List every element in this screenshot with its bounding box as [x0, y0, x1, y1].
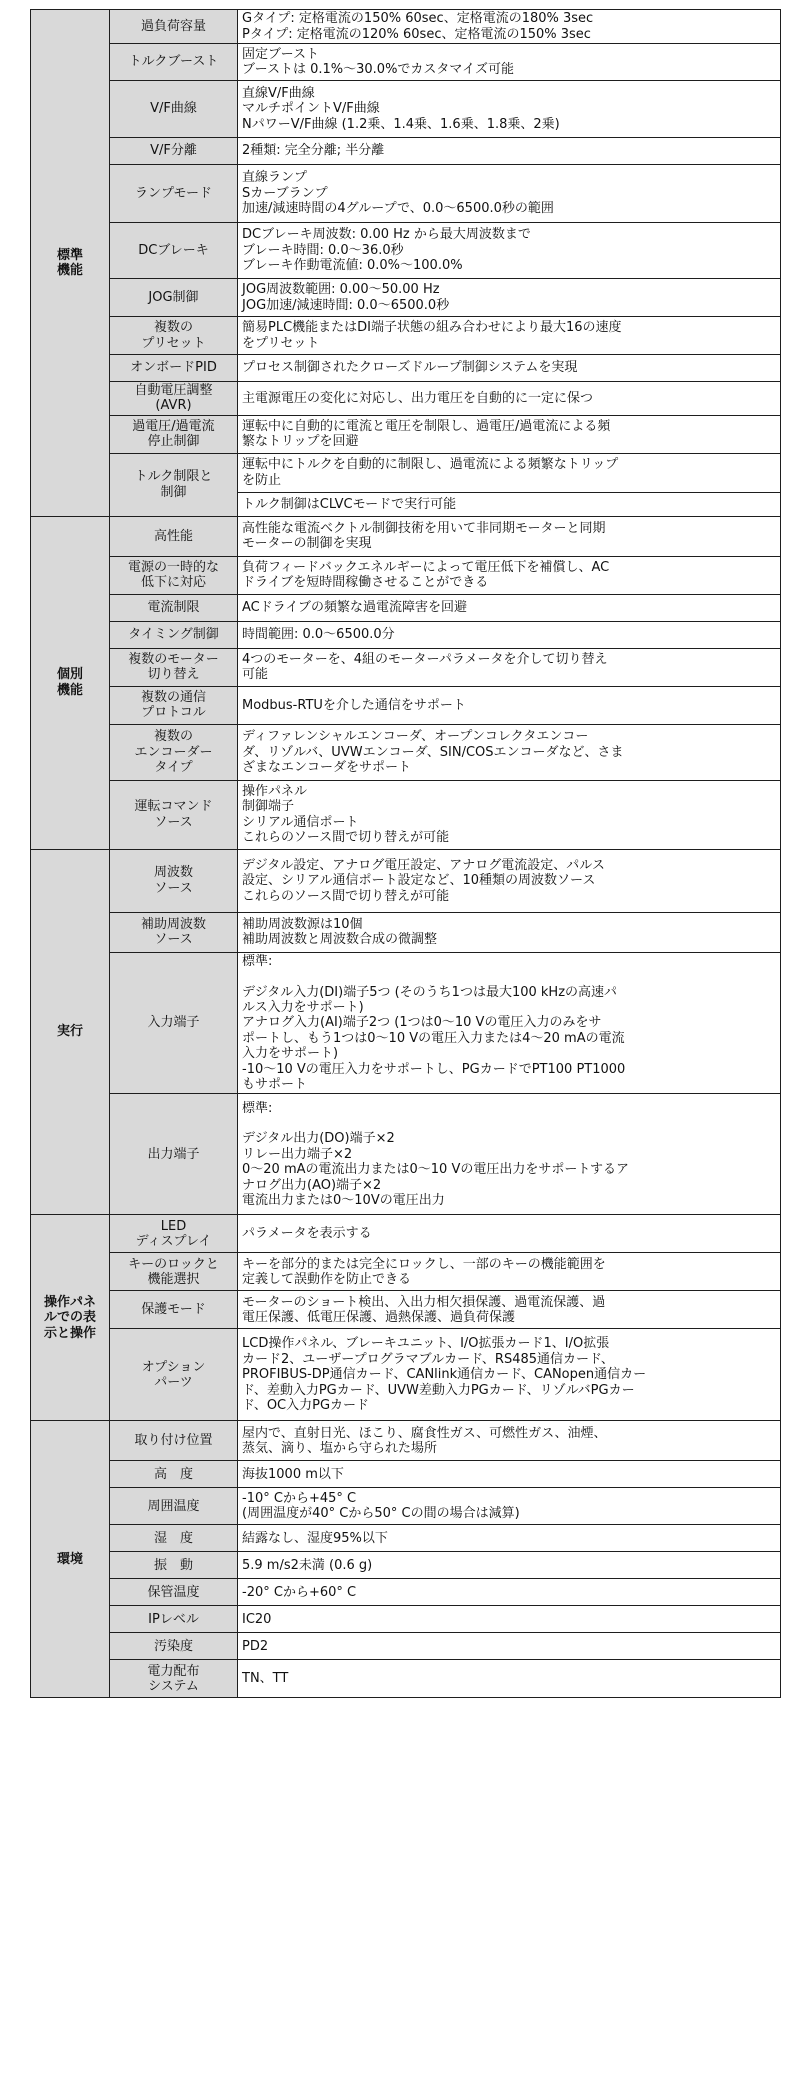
description-cell: プロセス制御されたクローズドループ制御システムを実現	[238, 355, 781, 382]
item-cell: 複数のモーター 切り替え	[110, 648, 238, 686]
description-cell: 4つのモーターを、4組のモーターパラメータを介して切り替え 可能	[238, 648, 781, 686]
item-cell: JOG制御	[110, 279, 238, 317]
item-cell: V/F分離	[110, 138, 238, 165]
item-cell: タイミング制御	[110, 621, 238, 648]
spec-row	[31, 1525, 781, 1552]
description-cell: 運転中に自動的に電流と電圧を制限し、過電圧/過電流による頻 繁なトリップを回避	[238, 415, 781, 453]
item-cell: 振 動	[110, 1552, 238, 1579]
description-cell: Modbus-RTUを介した通信をサポート	[238, 686, 781, 724]
spec-row	[31, 556, 781, 594]
spec-row	[31, 415, 781, 453]
spec-row	[31, 621, 781, 648]
item-cell: オンボードPID	[110, 355, 238, 382]
description-cell: 運転中にトルクを自動的に制限し、過電流による頻繁なトリップ を防止	[238, 453, 781, 492]
spec-row	[31, 594, 781, 621]
category-cell: 実行	[31, 849, 110, 1215]
description-cell: JOG周波数範囲: 0.00～50.00 Hz JOG加速/減速時間: 0.0～6500.0秒	[238, 279, 781, 317]
spec-row	[31, 165, 781, 223]
item-cell: 湿 度	[110, 1525, 238, 1552]
spec-row	[31, 1606, 781, 1633]
spec-row	[31, 952, 781, 1094]
spec-row	[31, 1329, 781, 1421]
spec-row	[31, 223, 781, 279]
item-cell: キーのロックと 機能選択	[110, 1253, 238, 1291]
description-cell: モーターのショート検出、入出力相欠損保護、過電流保護、過 電圧保護、低電圧保護、過熱保護、過負荷保護	[238, 1291, 781, 1329]
description-cell: ディファレンシャルエンコーダ、オープンコレクタエンコー ダ、リゾルバ、UVWエンコーダ、SIN/COSエンコーダなど、さま ざまなエンコーダをサポート	[238, 724, 781, 780]
description-cell: 主電源電圧の変化に対応し、出力電圧を自動的に一定に保つ	[238, 382, 781, 416]
item-cell: 自動電圧調整 (AVR)	[110, 382, 238, 416]
spec-row	[31, 912, 781, 952]
category-cell: 環境	[31, 1421, 110, 1698]
item-cell: 過電圧/過電流 停止制御	[110, 415, 238, 453]
item-cell: 汚染度	[110, 1633, 238, 1660]
item-cell: トルクブースト	[110, 44, 238, 81]
item-cell: 高性能	[110, 516, 238, 556]
description-cell: 補助周波数源は10個 補助周波数と周波数合成の微調整	[238, 912, 781, 952]
spec-row	[31, 453, 781, 492]
item-cell: トルク制限と 制御	[110, 453, 238, 516]
item-cell: 入力端子	[110, 952, 238, 1094]
item-cell: 運転コマンド ソース	[110, 780, 238, 849]
description-cell: 標準: デジタル出力(DO)端子×2 リレー出力端子×2 0～20 mAの電流出力または0～10 Vの電圧出力をサポートするア ナログ出力(AO)端子×2 電流出力または0～10Vの電圧出力	[238, 1094, 781, 1215]
description-cell: 操作パネル 制御端子 シリアル通信ポート これらのソース間で切り替えが可能	[238, 780, 781, 849]
description-cell: キーを部分的または完全にロックし、一部のキーの機能範囲を 定義して誤動作を防止できる	[238, 1253, 781, 1291]
description-cell: 結露なし、湿度95%以下	[238, 1525, 781, 1552]
item-cell: 周波数 ソース	[110, 849, 238, 912]
item-cell: IPレベル	[110, 1606, 238, 1633]
spec-row	[31, 780, 781, 849]
spec-row	[31, 1660, 781, 1698]
description-cell: PD2	[238, 1633, 781, 1660]
item-cell: LED ディスプレイ	[110, 1215, 238, 1253]
spec-row	[31, 1421, 781, 1461]
spec-row	[31, 1552, 781, 1579]
spec-row	[31, 648, 781, 686]
spec-row	[31, 81, 781, 138]
description-cell: TN、TT	[238, 1660, 781, 1698]
description-cell: 固定ブースト ブーストは 0.1%～30.0%でカスタマイズ可能	[238, 44, 781, 81]
spec-row	[31, 724, 781, 780]
description-cell: LCD操作パネル、ブレーキユニット、I/O拡張カード1、I/O拡張 カード2、ユーザープログラマブルカード、RS485通信カード、 PROFIBUS-DP通信カード、CANlink通信カード、CANopen通信カー ド、差動入力PGカード、UVW差動入力PGカード、リゾルバPGカー ド、OC入力PGカード	[238, 1329, 781, 1421]
item-cell: 電源の一時的な 低下に対応	[110, 556, 238, 594]
category-cell: 操作パネ ルでの表 示と操作	[31, 1215, 110, 1421]
description-cell: 負荷フィードバックエネルギーによって電圧低下を補償し、AC ドライブを短時間稼働させることができる	[238, 556, 781, 594]
description-cell: DCブレーキ周波数: 0.00 Hz から最大周波数まで ブレーキ時間: 0.0～36.0秒 ブレーキ作動電流値: 0.0%～100.0%	[238, 223, 781, 279]
description-cell: 簡易PLC機能またはDI端子状態の組み合わせにより最大16の速度 をプリセット	[238, 317, 781, 355]
spec-row	[31, 1094, 781, 1215]
category-cell: 標準 機能	[31, 10, 110, 517]
description-cell: ACドライブの頻繁な過電流障害を回避	[238, 594, 781, 621]
spec-row	[31, 1215, 781, 1253]
spec-row	[31, 516, 781, 556]
item-cell: 取り付け位置	[110, 1421, 238, 1461]
spec-row	[31, 382, 781, 416]
spec-row	[31, 317, 781, 355]
description-cell: IC20	[238, 1606, 781, 1633]
description-cell: 直線ランプ Sカーブランプ 加速/減速時間の4グループで、0.0～6500.0秒の範囲	[238, 165, 781, 223]
description-cell: 直線V/F曲線 マルチポイントV/F曲線 NパワーV/F曲線 (1.2乗、1.4乗、1.6乗、1.8乗、2乗)	[238, 81, 781, 138]
spec-row	[31, 849, 781, 912]
spec-row	[31, 10, 781, 44]
item-cell: 出力端子	[110, 1094, 238, 1215]
description-cell: 海抜1000 m以下	[238, 1461, 781, 1488]
item-cell: 周囲温度	[110, 1488, 238, 1525]
item-cell: 高 度	[110, 1461, 238, 1488]
description-cell: Gタイプ: 定格電流の150% 60sec、定格電流の180% 3sec Pタイプ: 定格電流の120% 60sec、定格電流の150% 3sec	[238, 10, 781, 44]
item-cell: 複数の通信 プロトコル	[110, 686, 238, 724]
spec-table	[30, 9, 781, 1698]
description-cell: パラメータを表示する	[238, 1215, 781, 1253]
spec-row	[31, 1488, 781, 1525]
spec-row	[31, 138, 781, 165]
description-cell: 屋内で、直射日光、ほこり、腐食性ガス、可燃性ガス、油煙、 蒸気、滴り、塩から守られた場所	[238, 1421, 781, 1461]
spec-row	[31, 1461, 781, 1488]
category-cell: 個別 機能	[31, 516, 110, 849]
description-cell: 5.9 m/s2未満 (0.6 g)	[238, 1552, 781, 1579]
description-cell: -10° Cから+45° C (周囲温度が40° Cから50° Cの間の場合は減算)	[238, 1488, 781, 1525]
spec-row	[31, 44, 781, 81]
item-cell: 過負荷容量	[110, 10, 238, 44]
item-cell: 補助周波数 ソース	[110, 912, 238, 952]
spec-row	[31, 279, 781, 317]
description-cell: 時間範囲: 0.0～6500.0分	[238, 621, 781, 648]
spec-row	[31, 1579, 781, 1606]
item-cell: ランプモード	[110, 165, 238, 223]
item-cell: 電力配布 システム	[110, 1660, 238, 1698]
description-cell: トルク制御はCLVCモードで実行可能	[238, 492, 781, 516]
item-cell: V/F曲線	[110, 81, 238, 138]
spec-row	[31, 355, 781, 382]
description-cell: -20° Cから+60° C	[238, 1579, 781, 1606]
spec-table-body	[31, 10, 781, 1698]
description-cell: デジタル設定、アナログ電圧設定、アナログ電流設定、パルス 設定、シリアル通信ポート設定など、10種類の周波数ソース これらのソース間で切り替えが可能	[238, 849, 781, 912]
item-cell: DCブレーキ	[110, 223, 238, 279]
spec-row	[31, 1291, 781, 1329]
spec-row	[31, 1253, 781, 1291]
item-cell: 複数の エンコーダー タイプ	[110, 724, 238, 780]
spec-row	[31, 686, 781, 724]
item-cell: 電流制限	[110, 594, 238, 621]
item-cell: 複数の プリセット	[110, 317, 238, 355]
item-cell: 保護モード	[110, 1291, 238, 1329]
description-cell: 高性能な電流ベクトル制御技術を用いて非同期モーターと同期 モーターの制御を実現	[238, 516, 781, 556]
item-cell: 保管温度	[110, 1579, 238, 1606]
spec-row	[31, 1633, 781, 1660]
item-cell: オプション パーツ	[110, 1329, 238, 1421]
description-cell: 2種類: 完全分離; 半分離	[238, 138, 781, 165]
description-cell: 標準: デジタル入力(DI)端子5つ (そのうち1つは最大100 kHzの高速パ ルス入力をサポート) アナログ入力(AI)端子2つ (1つは0～10 Vの電圧入力のみをサ ポートし、もう1つは0～10 Vの電圧入力または4～20 mAの電流 入力をサポート) -10～10 Vの電圧入力をサポートし、PGカードでPT100 PT1000 もサポート	[238, 952, 781, 1094]
